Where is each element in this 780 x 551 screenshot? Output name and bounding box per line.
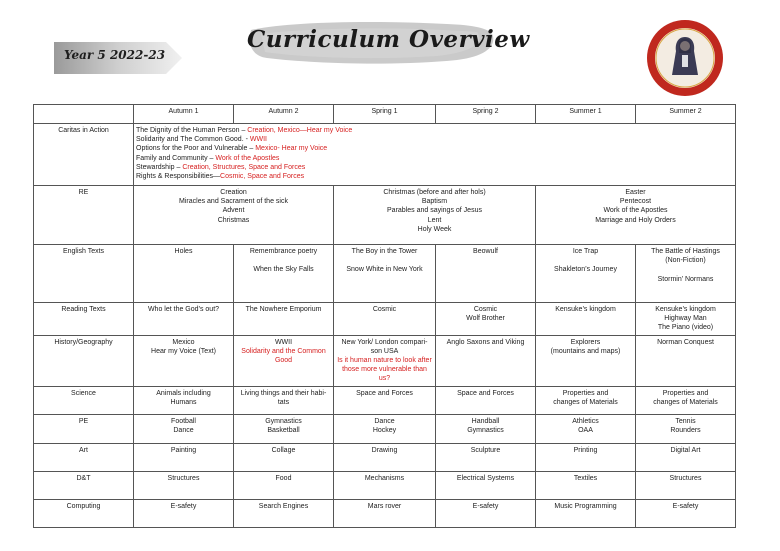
row-science [34, 386, 736, 414]
row-history [34, 335, 736, 386]
english-summer-2: The Battle of Hastings (Non-Fiction) Stormin’ Normans [636, 245, 736, 303]
pe-spring-1: Dance Hockey [334, 414, 436, 443]
caritas-line: Family and Community – Work of the Apostles [136, 154, 280, 162]
curriculum-table [33, 104, 736, 528]
column-header-spring-2: Spring 2 [436, 105, 536, 124]
history-autumn-2: WWII Solidarity and the Common Good [234, 335, 334, 386]
subject-label: Caritas in Action [34, 124, 134, 186]
pe-summer-1: Athletics OAA [536, 414, 636, 443]
pe-autumn-2: Gymnastics Basketball [234, 414, 334, 443]
column-header-summer-2: Summer 2 [636, 105, 736, 124]
history-summer-2: Norman Conquest [636, 335, 736, 386]
caritas-line: The Dignity of the Human Person – Creation, Mexico—Hear my Voice [136, 127, 353, 134]
dt-spring-1: Mechanisms [334, 471, 436, 499]
caritas-line: Rights & Responsibilities—Cosmic, Space and Forces [136, 173, 305, 181]
caritas-line: Stewardship – Creation, Structures, Space and Forces [136, 163, 306, 171]
science-spring-1: Space and Forces [334, 386, 436, 414]
subject-label: Computing [34, 499, 134, 527]
row-reading [34, 303, 736, 336]
pe-spring-2: Handball Gymnastics [436, 414, 536, 443]
art-summer-1: Printing [536, 443, 636, 471]
column-header-autumn-2: Autumn 2 [234, 105, 334, 124]
english-autumn-1: Holes [134, 245, 234, 303]
column-header-summer-1: Summer 1 [536, 105, 636, 124]
school-crest-icon [646, 19, 724, 97]
column-header-spring-1: Spring 1 [334, 105, 436, 124]
history-summer-1: Explorers (mountains and maps) [536, 335, 636, 386]
header-row [34, 105, 736, 124]
computing-spring-1: Mars rover [334, 499, 436, 527]
computing-autumn-2: Search Engines [234, 499, 334, 527]
subject-label: RE [34, 186, 134, 245]
reading-summer-1: Kensuke’s kingdom [536, 303, 636, 336]
row-pe [34, 414, 736, 443]
dt-summer-2: Structures [636, 471, 736, 499]
row-re [34, 186, 736, 245]
subject-label: Art [34, 443, 134, 471]
english-spring-2: Beowulf [436, 245, 536, 303]
reading-spring-2: Cosmic Wolf Brother [436, 303, 536, 336]
row-dt [34, 471, 736, 499]
science-spring-2: Space and Forces [436, 386, 536, 414]
row-computing [34, 499, 736, 527]
re-spring: Christmas (before and after hols) Baptism Parables and sayings of Jesus Lent Holy Week [334, 186, 536, 245]
science-autumn-2: Living things and their habi- tats [234, 386, 334, 414]
art-autumn-1: Painting [134, 443, 234, 471]
english-summer-1: Ice Trap Shakleton’s Journey [536, 245, 636, 303]
column-header-autumn-1: Autumn 1 [134, 105, 234, 124]
caritas-line: Solidarity and The Common Good. - WWII [136, 136, 267, 144]
subject-label: History/Geography [34, 335, 134, 386]
art-spring-1: Drawing [334, 443, 436, 471]
computing-summer-1: Music Programming [536, 499, 636, 527]
computing-autumn-1: E-safety [134, 499, 234, 527]
reading-spring-1: Cosmic [334, 303, 436, 336]
subject-label: D&T [34, 471, 134, 499]
computing-spring-2: E-safety [436, 499, 536, 527]
year-banner [54, 40, 184, 76]
title-banner [247, 16, 530, 66]
pe-autumn-1: Football Dance [134, 414, 234, 443]
caritas-content [134, 124, 736, 186]
subject-label: Reading Texts [34, 303, 134, 336]
row-art [34, 443, 736, 471]
reading-autumn-1: Who let the God’s out? [134, 303, 234, 336]
science-summer-2: Properties and changes of Materials [636, 386, 736, 414]
reading-autumn-2: The Nowhere Emporium [234, 303, 334, 336]
science-summer-1: Properties and changes of Materials [536, 386, 636, 414]
corner-cell [34, 105, 134, 124]
english-autumn-2: Remembrance poetry When the Sky Falls [234, 245, 334, 303]
art-summer-2: Digital Art [636, 443, 736, 471]
subject-label: PE [34, 414, 134, 443]
history-spring-1: New York/ London compari-son USA Is it human nature to look after those more vulnerable than us? [334, 335, 436, 386]
dt-summer-1: Textiles [536, 471, 636, 499]
history-autumn-1: Mexico Hear my Voice (Text) [134, 335, 234, 386]
computing-summer-2: E-safety [636, 499, 736, 527]
art-autumn-2: Collage [234, 443, 334, 471]
art-spring-2: Sculpture [436, 443, 536, 471]
english-spring-1: The Boy in the Tower Snow White in New York [334, 245, 436, 303]
re-autumn: Creation Miracles and Sacrament of the sick Advent Christmas [134, 186, 334, 245]
reading-summer-2: Kensuke’s kingdom Highway Man The Piano (video) [636, 303, 736, 336]
science-autumn-1: Animals including Humans [134, 386, 234, 414]
dt-spring-2: Electrical Systems [436, 471, 536, 499]
row-english [34, 245, 736, 303]
caritas-line: Options for the Poor and Vulnerable – Mexico- Hear my Voice [136, 145, 328, 153]
dt-autumn-1: Structures [134, 471, 234, 499]
dt-autumn-2: Food [234, 471, 334, 499]
row-caritas [34, 124, 736, 186]
history-spring-2: Anglo Saxons and Viking [436, 335, 536, 386]
re-summer: Easter Pentecost Work of the Apostles Marriage and Holy Orders [536, 186, 736, 245]
subject-label: Science [34, 386, 134, 414]
pe-summer-2: Tennis Rounders [636, 414, 736, 443]
subject-label: English Texts [34, 245, 134, 303]
page-title: Curriculum Overview [247, 26, 530, 53]
year-label: Year 5 2022-23 [64, 48, 166, 62]
